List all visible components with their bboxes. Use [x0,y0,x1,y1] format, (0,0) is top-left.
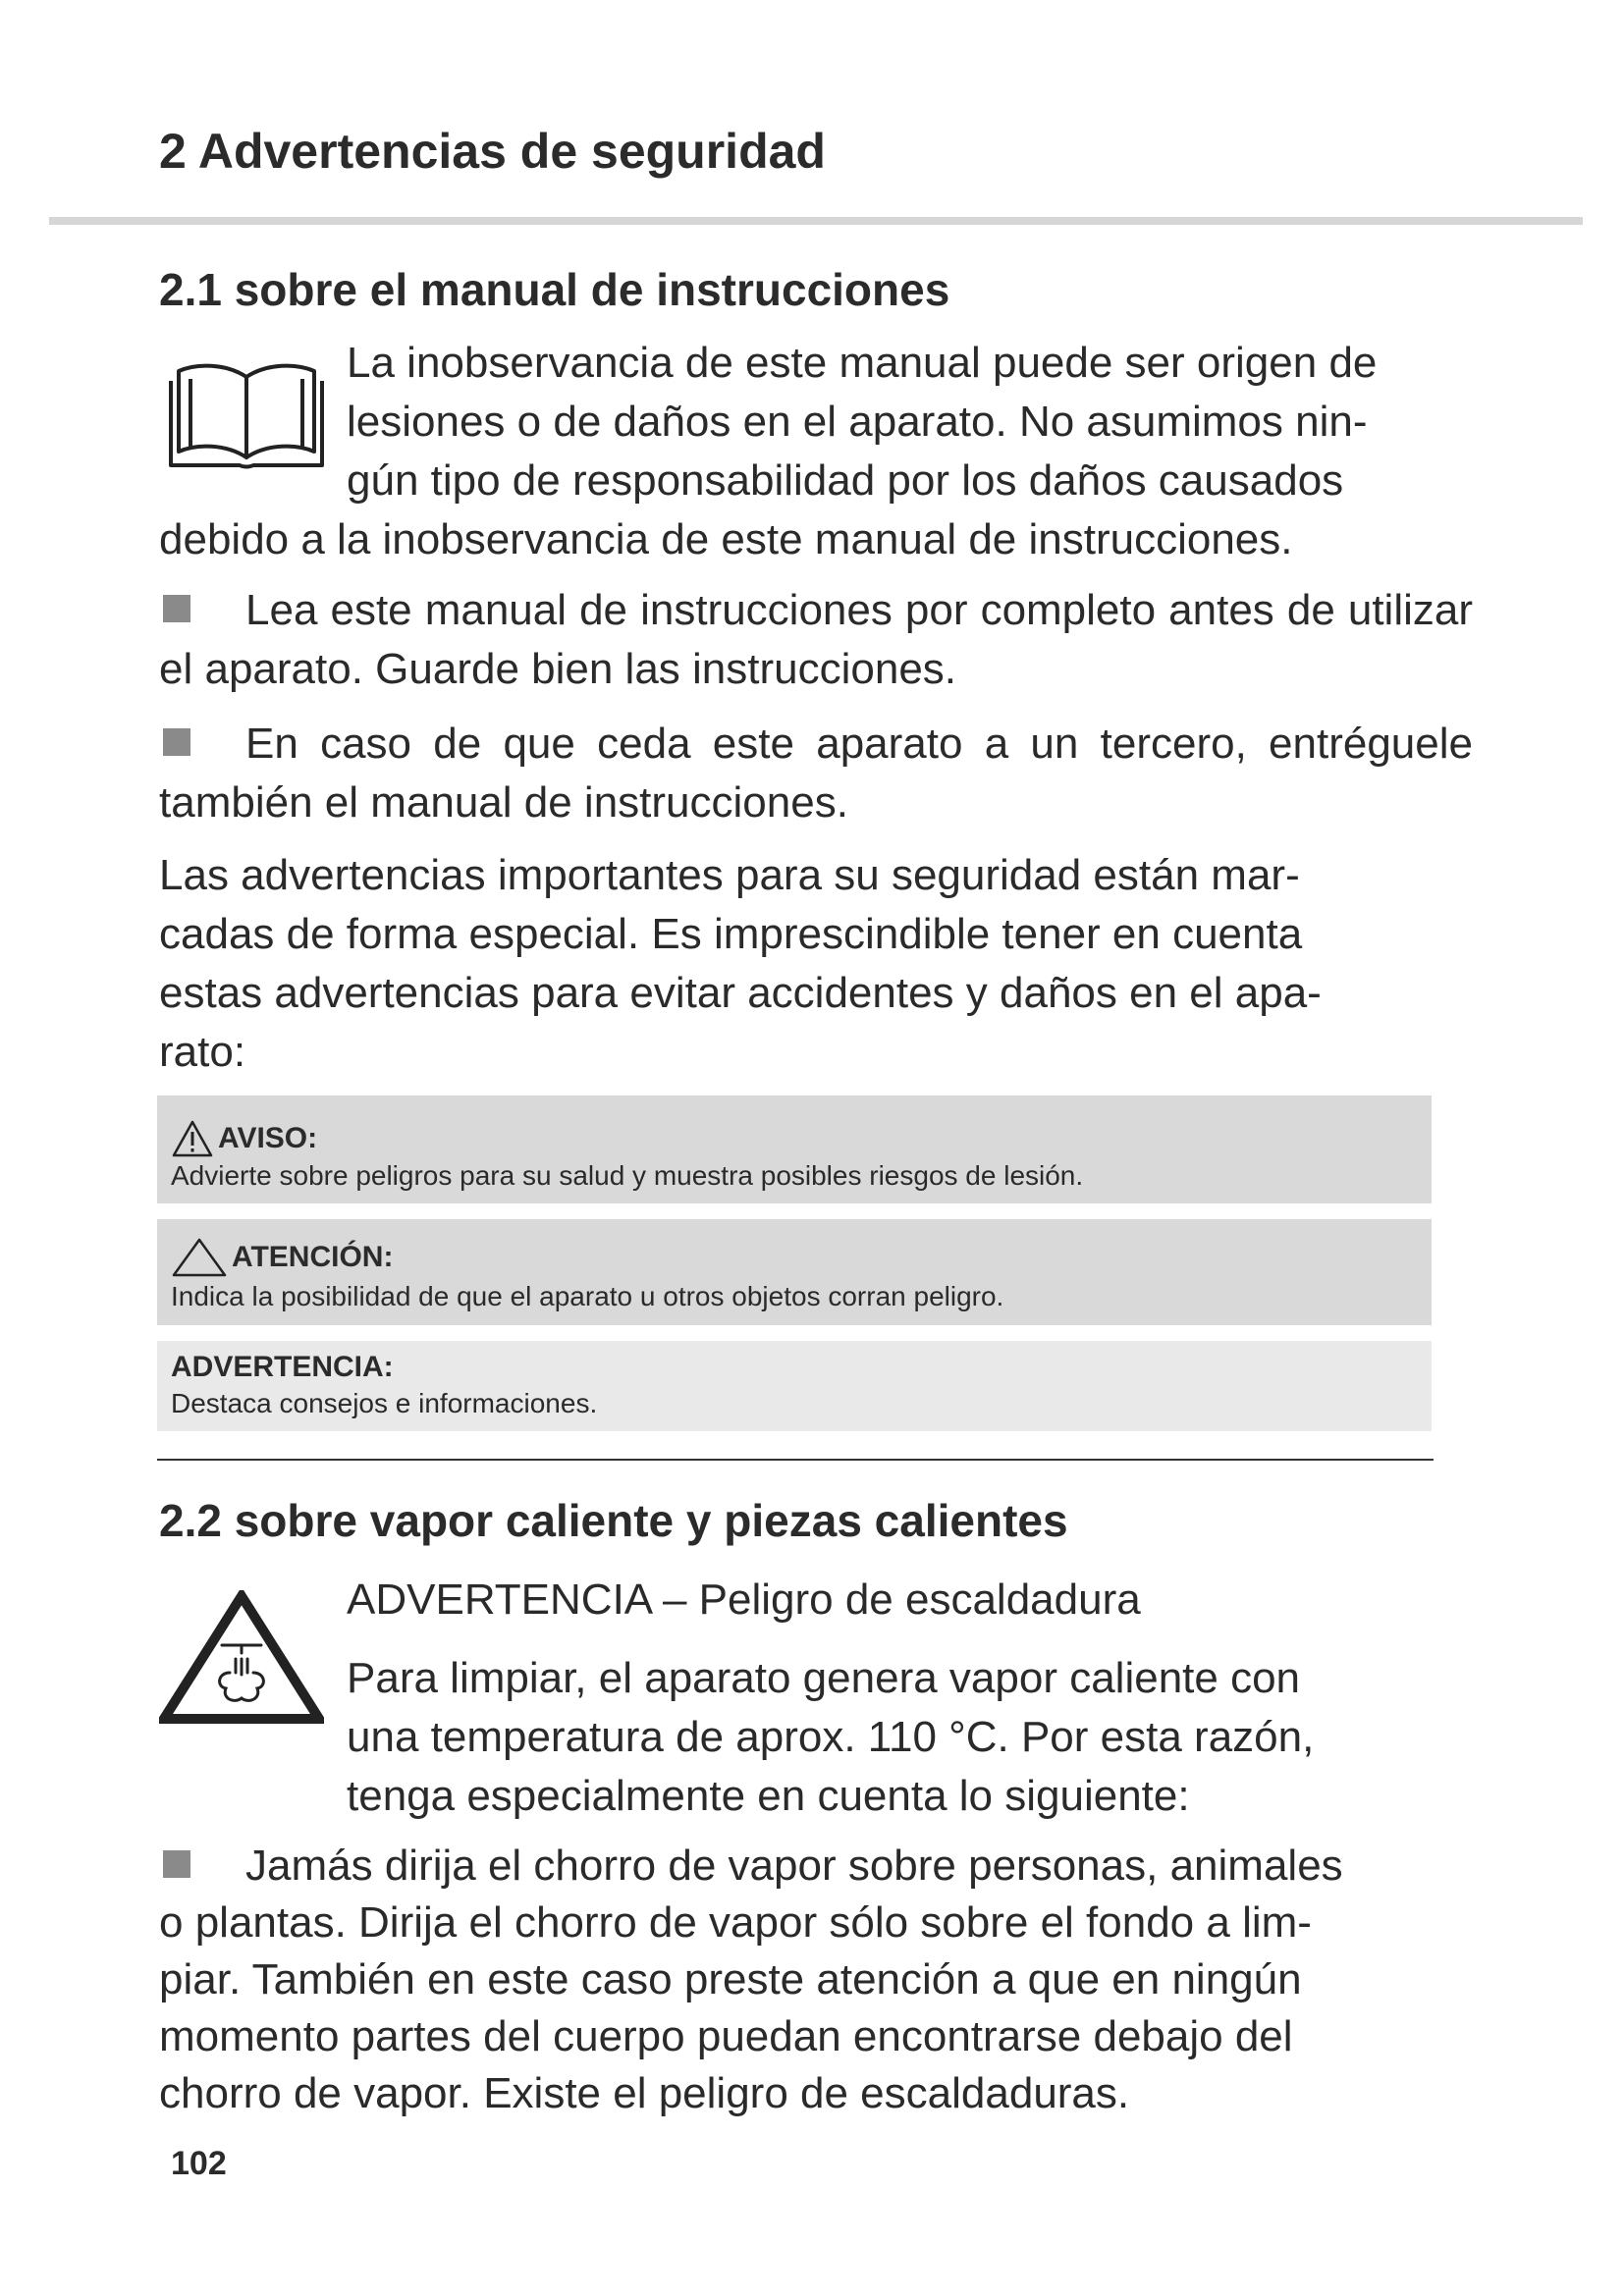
bullet-line: piar. También en este caso preste atención a que en ningún [159,1955,1302,2003]
book-icon [167,355,326,471]
manual-intro [347,334,1433,510]
note-line: Las advertencias importantes para su seguridad están mar- [159,851,1300,899]
aviso-label: AVISO: [218,1122,318,1154]
bullet-square [163,1850,190,1878]
bullet-line: chorro de vapor. Existe el peligro de escaldaduras. [159,2069,1130,2117]
caution-triangle-icon [171,1237,228,1278]
bullet-read-manual [159,581,1473,699]
page-number: 102 [171,2145,227,2182]
bullet-line: momento partes del cuerpo puedan encontrarse debajo del [159,2012,1293,2060]
bullet-square [163,595,190,622]
atencion-title [171,1237,393,1278]
bullet-text: Lea este manual de instrucciones por completo antes de utilizar el aparato. Guarde bien las instrucciones. [159,586,1473,693]
note-line: rato: [159,1028,246,1076]
warning-triangle-icon [171,1119,214,1158]
intro-line: lesiones o de daños en el aparato. No asumimos nin- [347,398,1368,446]
aviso-text: Advierte sobre peligros para su salud y muestra posibles riesgos de lesión. [171,1160,1084,1191]
bullet-text: En caso de que ceda este aparato a un tercero, entréguele también el manual de instrucciones. [159,720,1473,827]
hot-steam-warning-icon [159,1590,324,1724]
section-title-steam: 2.2 sobre vapor caliente y piezas calientes [159,1495,1068,1546]
bullet-square [163,728,190,756]
atencion-label: ATENCIÓN: [232,1241,394,1273]
legend-aviso-box [157,1095,1432,1203]
legend-advertencia-box [157,1341,1432,1431]
note-line: estas advertencias para evitar accidentes y daños en el apa- [159,969,1322,1017]
atencion-text: Indica la posibilidad de que el aparato u otros objetos corran peligro. [171,1281,1004,1311]
bullet-steam-direction [159,1838,1475,2122]
steam-warning-heading: ADVERTENCIA – Peligro de escaldadura [347,1575,1141,1624]
warning-line: una temperatura de aprox. 110 °C. Por esta razón, [347,1713,1315,1761]
bullet-third-party [159,715,1473,832]
page-heading: 2 Advertencias de seguridad [159,124,826,179]
bullet-line: o plantas. Dirija el chorro de vapor sólo sobre el fondo a lim- [159,1898,1312,1947]
bullet-line [159,1838,1475,1895]
note-line: cadas de forma especial. Es imprescindible tener en cuenta [159,910,1303,958]
legend-atencion-box [157,1219,1432,1325]
intro-line: gún tipo de responsabilidad por los daños causados [347,456,1344,505]
steam-warning-text [347,1649,1433,1826]
intro-last-line: debido a la inobservancia de este manual de instrucciones. [159,515,1293,563]
aviso-title [171,1119,317,1158]
warning-line: Para limpiar, el aparato genera vapor caliente con [347,1654,1301,1702]
advertencia-label: ADVERTENCIA: [171,1351,394,1383]
legend-note [159,846,1435,1082]
warning-line: tenga especialmente en cuenta lo siguiente: [347,1772,1190,1820]
bullet-text: Jamás dirija el chorro de vapor sobre personas, animales [245,1842,1343,1890]
intro-line: La inobservancia de este manual puede ser origen de [347,339,1378,387]
heading-divider [49,217,1583,225]
section-divider [157,1459,1434,1461]
advertencia-text: Destaca consejos e informaciones. [171,1388,598,1418]
section-title-manual: 2.1 sobre el manual de instrucciones [159,264,950,315]
